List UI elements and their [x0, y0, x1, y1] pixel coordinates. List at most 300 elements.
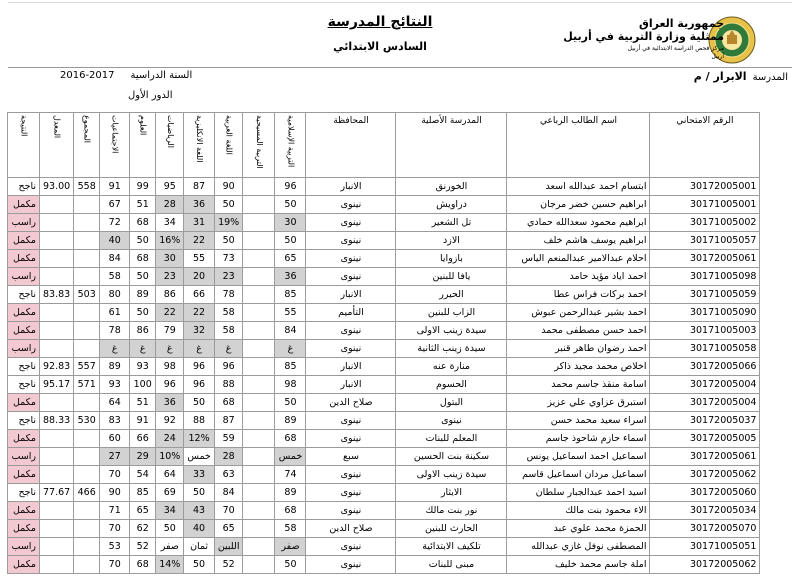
cell-christian: [243, 502, 275, 520]
cell-science: 66: [130, 430, 156, 448]
table-row: [8, 376, 760, 394]
cell-science: 100: [130, 376, 156, 394]
cell-arabic: 19%: [214, 214, 243, 232]
cell-christian: [243, 196, 275, 214]
cell-exam-no: 30172005004: [650, 376, 760, 394]
cell-science: 86: [130, 322, 156, 340]
table-row: [8, 448, 760, 466]
cell-result: ناجح: [8, 358, 40, 376]
cell-total: 558: [74, 178, 100, 196]
cell-science: 50: [130, 268, 156, 286]
cell-science: 29: [130, 448, 156, 466]
cell-result: مكمل: [8, 196, 40, 214]
cell-total: [74, 268, 100, 286]
table-row: [8, 394, 760, 412]
cell-science: 85: [130, 484, 156, 502]
cell-math: 64: [156, 466, 184, 484]
cell-origin-school: مبنى للبنات: [396, 556, 507, 574]
cell-english: 96: [184, 376, 214, 394]
cell-result: ناجح: [8, 484, 40, 502]
cell-province: نينوى: [306, 466, 396, 484]
cell-student-name: ابراهيم محمود سعدالله حمادي: [507, 214, 650, 232]
cell-arabic: 73: [214, 250, 243, 268]
cell-math: 79: [156, 322, 184, 340]
cell-province: نينوى: [306, 196, 396, 214]
cell-science: 51: [130, 394, 156, 412]
cell-student-name: المصطفى نوفل غازي عبدالله: [507, 538, 650, 556]
cell-science: 50: [130, 304, 156, 322]
cell-result: ناجح: [8, 376, 40, 394]
cell-english: 36: [184, 196, 214, 214]
cell-arabic: غ: [214, 340, 243, 358]
cell-christian: [243, 538, 275, 556]
cell-result: ناجح: [8, 178, 40, 196]
cell-student-name: الحمزة محمد علوي عبد: [507, 520, 650, 538]
cell-social: 27: [100, 448, 130, 466]
cell-province: الانبار: [306, 178, 396, 196]
cell-science: 68: [130, 556, 156, 574]
cell-english: 66: [184, 286, 214, 304]
cell-english: 50: [184, 484, 214, 502]
cell-english: 50: [184, 556, 214, 574]
cell-result: ناجح: [8, 412, 40, 430]
cell-origin-school: يافا للبنين: [396, 268, 507, 286]
cell-science: 93: [130, 358, 156, 376]
cell-english: 96: [184, 358, 214, 376]
cell-english: 32: [184, 322, 214, 340]
cell-exam-no: 30171005002: [650, 214, 760, 232]
table-row: [8, 502, 760, 520]
cell-christian: [243, 268, 275, 286]
cell-arabic: 87: [214, 412, 243, 430]
cell-math: 34: [156, 502, 184, 520]
cell-result: مكمل: [8, 394, 40, 412]
cell-total: 503: [74, 286, 100, 304]
cell-arabic: 58: [214, 322, 243, 340]
cell-student-name: اسماعيل مردان اسماعيل قاسم: [507, 466, 650, 484]
cell-student-name: ابتسام احمد عبدالله اسعد: [507, 178, 650, 196]
cell-english: 40: [184, 520, 214, 538]
cell-origin-school: سيدة زينب الاولى: [396, 322, 507, 340]
cell-average: [40, 556, 74, 574]
cell-province: سبع: [306, 448, 396, 466]
cell-province: صلاح الدين: [306, 520, 396, 538]
cell-social: 70: [100, 520, 130, 538]
cell-arabic: 52: [214, 556, 243, 574]
cell-math: 14%: [156, 556, 184, 574]
cell-average: [40, 322, 74, 340]
cell-english: غ: [184, 340, 214, 358]
cell-social: 58: [100, 268, 130, 286]
cell-math: 28: [156, 196, 184, 214]
cell-average: [40, 538, 74, 556]
cell-average: 88.33: [40, 412, 74, 430]
table-row: [8, 556, 760, 574]
cell-origin-school: الازد: [396, 232, 507, 250]
cell-islamic: 65: [275, 250, 306, 268]
cell-student-name: اسيد احمد عبدالجبار سلطان: [507, 484, 650, 502]
cell-average: [40, 448, 74, 466]
cell-total: [74, 232, 100, 250]
cell-province: نينوى: [306, 484, 396, 502]
cell-exam-no: 30171005090: [650, 304, 760, 322]
cell-average: [40, 304, 74, 322]
cell-exam-no: 30172005061: [650, 250, 760, 268]
cell-math: 24: [156, 430, 184, 448]
cell-exam-no: 30172005034: [650, 502, 760, 520]
cell-christian: [243, 394, 275, 412]
cell-arabic: 68: [214, 394, 243, 412]
cell-christian: [243, 232, 275, 250]
cell-exam-no: 30172005062: [650, 466, 760, 484]
table-row: [8, 214, 760, 232]
cell-science: 89: [130, 286, 156, 304]
cell-origin-school: الايثار: [396, 484, 507, 502]
cell-social: 80: [100, 286, 130, 304]
cell-science: 52: [130, 538, 156, 556]
table-row: [8, 232, 760, 250]
cell-christian: [243, 466, 275, 484]
table-row: [8, 286, 760, 304]
cell-exam-no: 30172005060: [650, 484, 760, 502]
cell-student-name: ابراهيم يوسف هاشم خلف: [507, 232, 650, 250]
cell-christian: [243, 286, 275, 304]
cell-total: [74, 304, 100, 322]
cell-social: 83: [100, 412, 130, 430]
cell-student-name: استبرق عزاوي علي عزيز: [507, 394, 650, 412]
cell-province: التأميم: [306, 304, 396, 322]
cell-province: نينوى: [306, 430, 396, 448]
cell-origin-school: المعلم للبنات: [396, 430, 507, 448]
table-header-row: [8, 113, 760, 178]
cell-total: [74, 466, 100, 484]
cell-english: خمس: [184, 448, 214, 466]
cell-province: صلاح الدين: [306, 394, 396, 412]
col-christian: التربية المسيحية: [243, 113, 275, 178]
top-rule: [8, 2, 792, 3]
cell-province: نينوى: [306, 232, 396, 250]
cell-math: 95: [156, 178, 184, 196]
cell-arabic: 50: [214, 196, 243, 214]
cell-exam-no: 30172005070: [650, 520, 760, 538]
cell-average: 83.83: [40, 286, 74, 304]
table-row: [8, 466, 760, 484]
cell-arabic: 23: [214, 268, 243, 286]
cell-arabic: 59: [214, 430, 243, 448]
cell-student-name: اسامة منقذ جاسم محمد: [507, 376, 650, 394]
cell-islamic: 74: [275, 466, 306, 484]
cell-social: 89: [100, 358, 130, 376]
cell-social: 70: [100, 466, 130, 484]
cell-origin-school: سكينة بنت الحسين: [396, 448, 507, 466]
cell-english: 33: [184, 466, 214, 484]
cell-christian: [243, 484, 275, 502]
exam-round: الدور الأول: [128, 90, 173, 101]
cell-average: 93.00: [40, 178, 74, 196]
cell-arabic: 50: [214, 232, 243, 250]
col-province: المحافظة: [306, 113, 396, 178]
cell-christian: [243, 376, 275, 394]
cell-total: [74, 394, 100, 412]
table-row: [8, 250, 760, 268]
cell-social: 78: [100, 322, 130, 340]
school-line: [694, 70, 788, 83]
cell-student-name: احمد حسن مصطفى محمد: [507, 322, 650, 340]
cell-islamic: 55: [275, 304, 306, 322]
cell-exam-no: 30172005037: [650, 412, 760, 430]
cell-science: 91: [130, 412, 156, 430]
col-math: الرياضيات: [156, 113, 184, 178]
cell-result: مكمل: [8, 304, 40, 322]
year-value: 2016-2017: [60, 70, 115, 81]
cell-math: 50: [156, 520, 184, 538]
cell-arabic: اللبين: [214, 538, 243, 556]
cell-arabic: 65: [214, 520, 243, 538]
cell-average: [40, 214, 74, 232]
cell-social: 84: [100, 250, 130, 268]
cell-english: 88: [184, 412, 214, 430]
cell-student-name: احمد بركات فراس عطا: [507, 286, 650, 304]
table-row: [8, 196, 760, 214]
cell-result: راسب: [8, 214, 40, 232]
cell-average: 95.17: [40, 376, 74, 394]
school-name: الابرار / م: [693, 70, 747, 83]
cell-christian: [243, 178, 275, 196]
cell-student-name: احمد رضوان طاهر قنبر: [507, 340, 650, 358]
cell-math: غ: [156, 340, 184, 358]
table-row: [8, 322, 760, 340]
cell-student-name: احمد بشير عبدالرحمن عبوش: [507, 304, 650, 322]
cell-province: الانبار: [306, 286, 396, 304]
cell-result: مكمل: [8, 520, 40, 538]
col-total: المجموع: [74, 113, 100, 178]
cell-average: [40, 430, 74, 448]
cell-social: 64: [100, 394, 130, 412]
cell-islamic: 36: [275, 268, 306, 286]
cell-total: [74, 214, 100, 232]
cell-origin-school: البتول: [396, 394, 507, 412]
cell-arabic: 88: [214, 376, 243, 394]
cell-average: [40, 340, 74, 358]
cell-math: 10%: [156, 448, 184, 466]
cell-origin-school: الحسوم: [396, 376, 507, 394]
cell-student-name: اسماء حازم شاحوذ جاسم: [507, 430, 650, 448]
cell-origin-school: الحارث للبنين: [396, 520, 507, 538]
cell-christian: [243, 340, 275, 358]
year-label: السنة الدراسية: [130, 70, 193, 81]
cell-exam-no: 30171005057: [650, 232, 760, 250]
cell-average: 77.67: [40, 484, 74, 502]
cell-result: راسب: [8, 538, 40, 556]
cell-total: [74, 430, 100, 448]
cell-science: 68: [130, 214, 156, 232]
cell-christian: [243, 304, 275, 322]
cell-social: 90: [100, 484, 130, 502]
cell-math: 30: [156, 250, 184, 268]
cell-science: 51: [130, 196, 156, 214]
cell-total: [74, 556, 100, 574]
cell-result: مكمل: [8, 250, 40, 268]
cell-total: [74, 340, 100, 358]
cell-province: الانبار: [306, 358, 396, 376]
cell-islamic: 58: [275, 520, 306, 538]
cell-province: نينوى: [306, 502, 396, 520]
school-label: المدرسة: [752, 72, 788, 83]
cell-christian: [243, 412, 275, 430]
cell-islamic: 89: [275, 484, 306, 502]
cell-total: [74, 448, 100, 466]
cell-average: [40, 196, 74, 214]
cell-social: 70: [100, 556, 130, 574]
cell-origin-school: الحيرر: [396, 286, 507, 304]
table-row: [8, 412, 760, 430]
cell-arabic: 78: [214, 286, 243, 304]
cell-origin-school: نور بنت مالك: [396, 502, 507, 520]
col-origin-school: المدرسة الأصلية: [396, 113, 507, 178]
table-row: [8, 358, 760, 376]
cell-english: ثمان: [184, 538, 214, 556]
cell-islamic: 30: [275, 214, 306, 232]
cell-exam-no: 30171005003: [650, 322, 760, 340]
cell-math: 92: [156, 412, 184, 430]
cell-arabic: 28: [214, 448, 243, 466]
col-science: العلوم: [130, 113, 156, 178]
cell-science: 68: [130, 250, 156, 268]
cell-student-name: املة جاسم محمد خليف: [507, 556, 650, 574]
cell-total: 466: [74, 484, 100, 502]
cell-arabic: 58: [214, 304, 243, 322]
cell-province: نينوى: [306, 538, 396, 556]
cell-average: [40, 394, 74, 412]
cell-islamic: 50: [275, 196, 306, 214]
cell-total: 571: [74, 376, 100, 394]
cell-student-name: الاء محمود بنت مالك: [507, 502, 650, 520]
cell-arabic: 70: [214, 502, 243, 520]
cell-province: نينوى: [306, 322, 396, 340]
cell-christian: [243, 448, 275, 466]
cell-province: نينوى: [306, 340, 396, 358]
cell-christian: [243, 250, 275, 268]
cell-student-name: اسراء سعيد محمد حسن: [507, 412, 650, 430]
cell-islamic: 96: [275, 178, 306, 196]
cell-math: صفر: [156, 538, 184, 556]
cell-christian: [243, 430, 275, 448]
cell-student-name: احلام عبدالامير عبدالمنعم الياس: [507, 250, 650, 268]
cell-arabic: 84: [214, 484, 243, 502]
cell-result: مكمل: [8, 556, 40, 574]
cell-english: 43: [184, 502, 214, 520]
cell-science: 54: [130, 466, 156, 484]
cell-origin-school: منارة عنه: [396, 358, 507, 376]
cell-student-name: ابراهيم حسين خضر مرجان: [507, 196, 650, 214]
cell-english: 12%: [184, 430, 214, 448]
cell-english: 20: [184, 268, 214, 286]
organization-block: [563, 18, 724, 61]
cell-social: 93: [100, 376, 130, 394]
cell-average: [40, 520, 74, 538]
results-table: [7, 112, 760, 574]
cell-science: 99: [130, 178, 156, 196]
cell-islamic: 98: [275, 376, 306, 394]
cell-social: 53: [100, 538, 130, 556]
col-average: المعدل: [40, 113, 74, 178]
cell-english: 50: [184, 394, 214, 412]
cell-math: 69: [156, 484, 184, 502]
cell-exam-no: 30172005062: [650, 556, 760, 574]
page-title: النتائج المدرسة: [327, 14, 433, 30]
cell-islamic: 50: [275, 394, 306, 412]
cell-result: مكمل: [8, 502, 40, 520]
cell-social: 72: [100, 214, 130, 232]
cell-christian: [243, 214, 275, 232]
cell-arabic: 96: [214, 358, 243, 376]
col-arabic: اللغة العربية: [214, 113, 243, 178]
org-center: مركز فحص الدراسة الابتدائية في أربيل: [627, 45, 724, 52]
cell-average: [40, 466, 74, 484]
org-country: جمهورية العراق: [639, 17, 724, 30]
cell-exam-no: 30171005059: [650, 286, 760, 304]
cell-english: 22: [184, 232, 214, 250]
cell-english: 31: [184, 214, 214, 232]
cell-math: 22: [156, 304, 184, 322]
cell-total: [74, 520, 100, 538]
cell-total: 530: [74, 412, 100, 430]
cell-social: 40: [100, 232, 130, 250]
cell-student-name: اخلاص محمد مجيد ذاكر: [507, 358, 650, 376]
table-row: [8, 304, 760, 322]
cell-islamic: 85: [275, 358, 306, 376]
cell-english: 87: [184, 178, 214, 196]
col-exam-no: الرقم الامتحاني: [650, 113, 760, 178]
cell-islamic: خمس: [275, 448, 306, 466]
cell-math: 96: [156, 376, 184, 394]
cell-province: نينوى: [306, 412, 396, 430]
col-student-name: اسم الطالب الرباعي: [507, 113, 650, 178]
table-row: [8, 268, 760, 286]
cell-average: [40, 268, 74, 286]
cell-islamic: 50: [275, 556, 306, 574]
cell-social: غ: [100, 340, 130, 358]
cell-islamic: صفر: [275, 538, 306, 556]
cell-islamic: 89: [275, 412, 306, 430]
cell-origin-school: سيدة زينب الاولى: [396, 466, 507, 484]
cell-result: راسب: [8, 340, 40, 358]
cell-christian: [243, 322, 275, 340]
col-islamic: التربية الإسلامية: [275, 113, 306, 178]
cell-exam-no: 30171005051: [650, 538, 760, 556]
cell-social: 60: [100, 430, 130, 448]
cell-average: [40, 250, 74, 268]
cell-result: ناجح: [8, 286, 40, 304]
cell-english: 55: [184, 250, 214, 268]
cell-math: 98: [156, 358, 184, 376]
cell-student-name: احمد اياد مؤيد حامد: [507, 268, 650, 286]
cell-province: الانبار: [306, 376, 396, 394]
cell-islamic: 68: [275, 502, 306, 520]
cell-arabic: 63: [214, 466, 243, 484]
cell-origin-school: نينوى: [396, 412, 507, 430]
table-row: [8, 538, 760, 556]
cell-exam-no: 30171005098: [650, 268, 760, 286]
cell-social: 71: [100, 502, 130, 520]
cell-province: نينوى: [306, 556, 396, 574]
cell-origin-school: تلكيف الابتدائية: [396, 538, 507, 556]
cell-total: [74, 322, 100, 340]
table-row: [8, 178, 760, 196]
cell-christian: [243, 556, 275, 574]
table-row: [8, 430, 760, 448]
cell-math: 23: [156, 268, 184, 286]
